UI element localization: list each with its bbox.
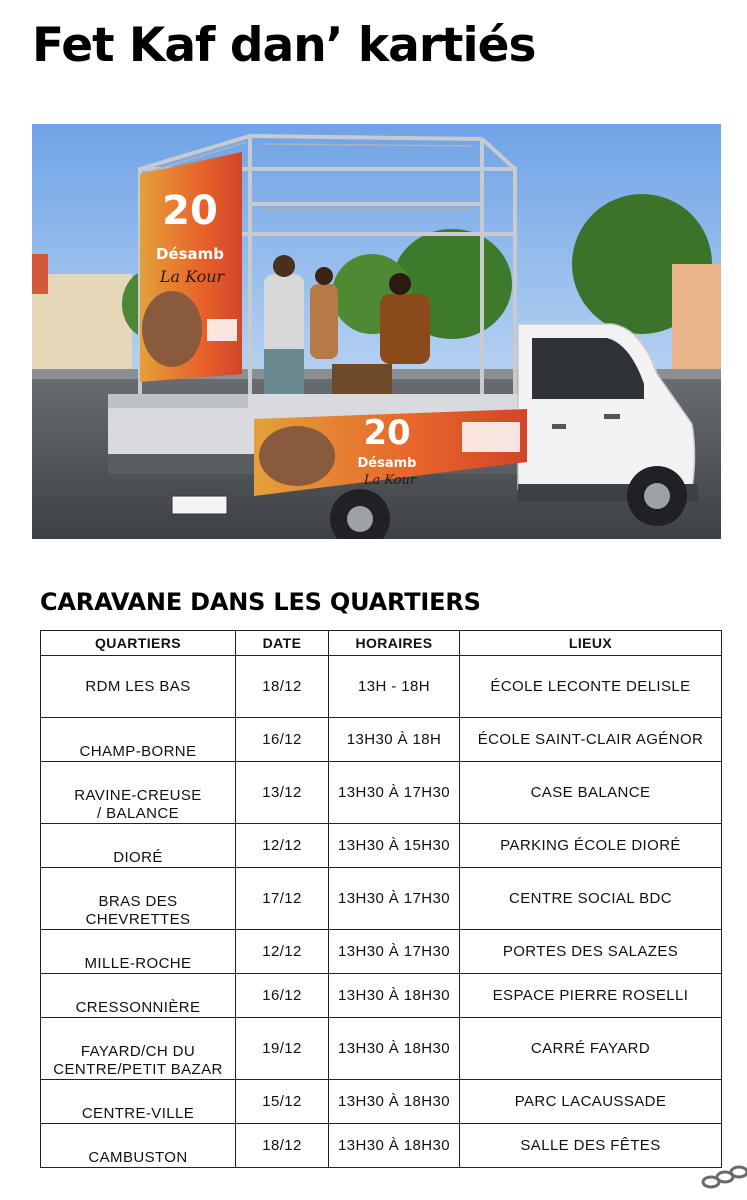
cell-quartier: CENTRE-VILLE xyxy=(41,1080,236,1124)
cell-horaires: 13H30 À 18H30 xyxy=(329,974,460,1018)
vertical-banner-line1: Désamb xyxy=(155,245,225,263)
table-row xyxy=(41,974,722,1018)
cell-quartier: MILLE-ROCHE xyxy=(41,930,236,974)
cell-horaires: 13H30 À 18H xyxy=(329,718,460,762)
cell-date: 18/12 xyxy=(236,656,329,718)
cell-lieux: CARRÉ FAYARD xyxy=(460,1018,722,1080)
cell-lieux: ÉCOLE SAINT-CLAIR AGÉNOR xyxy=(460,718,722,762)
cell-quartier: FAYARD/CH DU CENTRE/PETIT BAZAR xyxy=(41,1018,236,1080)
cell-date: 19/12 xyxy=(236,1018,329,1080)
section-title: CARAVANE DANS LES QUARTIERS xyxy=(40,588,481,616)
cell-lieux: CENTRE SOCIAL BDC xyxy=(460,868,722,930)
cell-date: 16/12 xyxy=(236,718,329,762)
table-row xyxy=(41,1124,722,1168)
vertical-banner-number: 20 xyxy=(162,188,218,234)
header-date: DATE xyxy=(236,631,329,656)
vertical-banner xyxy=(140,152,242,382)
table-row xyxy=(41,930,722,974)
cell-date: 12/12 xyxy=(236,824,329,868)
cell-horaires: 13H30 À 18H30 xyxy=(329,1124,460,1168)
chain-icon xyxy=(699,1162,747,1192)
header-lieux: LIEUX xyxy=(460,631,722,656)
cell-quartier: BRAS DES CHEVRETTES xyxy=(41,868,236,930)
side-banner-line2: La Kour xyxy=(363,473,417,488)
cell-lieux: PORTES DES SALAZES xyxy=(460,930,722,974)
page-title: Fet Kaf dan’ kartiés xyxy=(32,18,536,73)
cell-quartier: DIORÉ xyxy=(41,824,236,868)
side-banner-number: 20 xyxy=(363,413,411,453)
caravan-truck-photo xyxy=(32,124,721,539)
cell-quartier: CAMBUSTON xyxy=(41,1124,236,1168)
cell-lieux: PARC LACAUSSADE xyxy=(460,1080,722,1124)
cell-horaires: 13H - 18H xyxy=(329,656,460,718)
cell-quartier: RDM LES BAS xyxy=(41,656,236,718)
side-banner-line1: Désamb xyxy=(357,456,417,471)
cell-horaires: 13H30 À 18H30 xyxy=(329,1080,460,1124)
table-row xyxy=(41,824,722,868)
cell-horaires: 13H30 À 17H30 xyxy=(329,930,460,974)
table-row xyxy=(41,1018,722,1080)
cell-quartier: CHAMP-BORNE xyxy=(41,718,236,762)
cell-lieux: PARKING ÉCOLE DIORÉ xyxy=(460,824,722,868)
table-row xyxy=(41,762,722,824)
cell-date: 13/12 xyxy=(236,762,329,824)
header-quartiers: QUARTIERS xyxy=(41,631,236,656)
cell-horaires: 13H30 À 15H30 xyxy=(329,824,460,868)
cell-date: 16/12 xyxy=(236,974,329,1018)
header-horaires: HORAIRES xyxy=(329,631,460,656)
table-row xyxy=(41,1080,722,1124)
cell-lieux: ESPACE PIERRE ROSELLI xyxy=(460,974,722,1018)
cell-lieux: SALLE DES FÊTES xyxy=(460,1124,722,1168)
table-row xyxy=(41,868,722,930)
cell-lieux: CASE BALANCE xyxy=(460,762,722,824)
cell-date: 15/12 xyxy=(236,1080,329,1124)
cell-date: 18/12 xyxy=(236,1124,329,1168)
cell-date: 17/12 xyxy=(236,868,329,930)
cell-quartier: RAVINE-CREUSE / BALANCE xyxy=(41,762,236,824)
cell-horaires: 13H30 À 17H30 xyxy=(329,868,460,930)
cell-date: 12/12 xyxy=(236,930,329,974)
cell-quartier: CRESSONNIÈRE xyxy=(41,974,236,1018)
cell-horaires: 13H30 À 18H30 xyxy=(329,1018,460,1080)
table-row xyxy=(41,656,722,718)
cell-lieux: ÉCOLE LECONTE DELISLE xyxy=(460,656,722,718)
vertical-banner-line2: La Kour xyxy=(159,267,225,286)
table-header-row xyxy=(41,631,722,656)
caravan-schedule-table xyxy=(40,630,722,1168)
cell-horaires: 13H30 À 17H30 xyxy=(329,762,460,824)
table-row xyxy=(41,718,722,762)
